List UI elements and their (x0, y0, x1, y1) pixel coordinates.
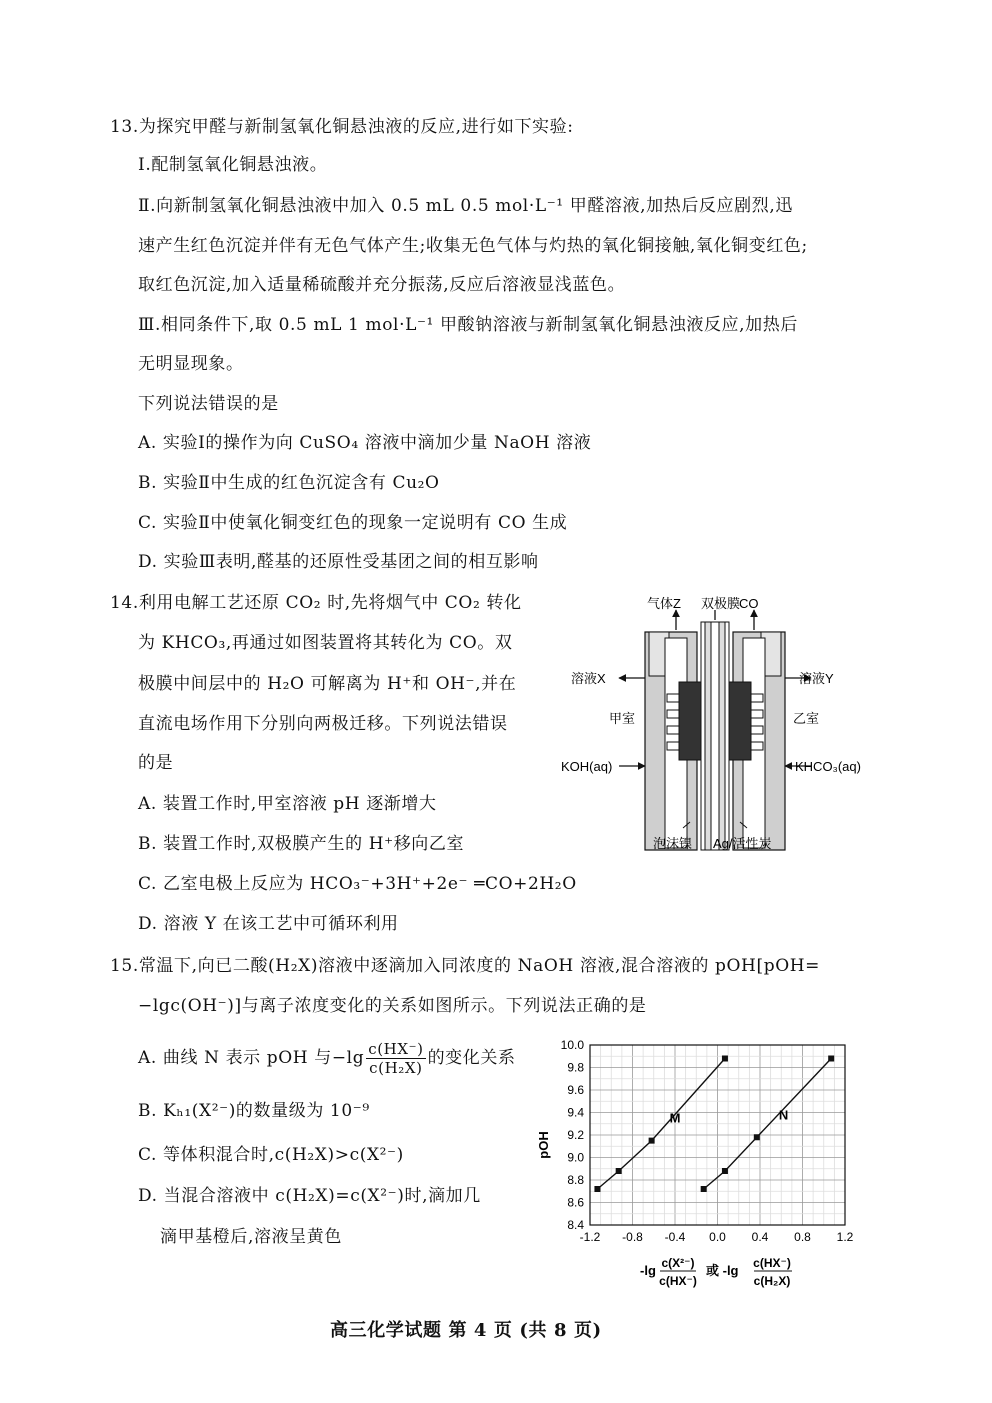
x-tick-label: -0.4 (664, 1230, 686, 1244)
data-point-M (616, 1168, 622, 1174)
data-point-M (722, 1056, 728, 1062)
q13-step2-line1: Ⅱ.向新制氢氧化铜悬浊液中加入 0.5 mL 0.5 mol·L⁻¹ 甲醛溶液,加热后反应剧烈,迅 (138, 196, 793, 216)
q13-option-d: D. 实验Ⅲ表明,醛基的还原性受基团之间的相互影响 (138, 552, 539, 572)
label-co: CO (739, 596, 759, 611)
q14-stem-line4: 直流电场作用下分别向两极迁移。下列说法错误 (138, 714, 508, 734)
q15-stem-line1: 15.常温下,向已二酸(H₂X)溶液中逐滴加入同浓度的 NaOH 溶液,混合溶液的 pOH[pOH= (110, 956, 820, 976)
x-tick-label: 0.4 (751, 1230, 769, 1244)
q14-option-a: A. 装置工作时,甲室溶液 pH 逐渐增大 (138, 794, 437, 814)
q14-option-b: B. 装置工作时,双极膜产生的 H⁺移向乙室 (138, 834, 465, 854)
data-point-M (594, 1186, 600, 1192)
y-tick-label: 8.4 (567, 1218, 584, 1232)
q15-option-d-line2: 滴甲基橙后,溶液呈黄色 (160, 1227, 343, 1247)
label-ag-carbon: Ag/活性炭 (713, 836, 772, 851)
q13-option-c: C. 实验Ⅱ中使氧化铜变红色的现象一定说明有 CO 生成 (138, 513, 568, 533)
y-tick-label: 8.6 (567, 1195, 584, 1210)
y-tick-label: 9.2 (567, 1128, 584, 1142)
q13-step3-line1: Ⅲ.相同条件下,取 0.5 mL 1 mol·L⁻¹ 甲酸钠溶液与新制氢氧化铜悬浊液反应,加热后 (138, 315, 798, 335)
q15-option-a: A. 曲线 N 表示 pOH 与−lg $\frac{c(HX^-)}{\text{c(H₂X)}}$ 的变化关系 (138, 1040, 516, 1077)
label-solution-y: 溶液Y (799, 671, 834, 686)
x-axis-label-or: 或 -lg (706, 1263, 739, 1278)
q13-step2-line2: 速产生红色沉淀并伴有无色气体产生;收集无色气体与灼热的氧化铜接触,氧化铜变红色; (138, 236, 808, 256)
q15-option-c: C. 等体积混合时,c(H₂X)>c(X²⁻) (138, 1145, 404, 1165)
series-label-N: N (778, 1107, 789, 1123)
label-foam-nickel: 泡沫镍 (653, 836, 693, 851)
q14-stem-line1: 14.利用电解工艺还原 CO₂ 时,先将烟气中 CO₂ 转化 (110, 593, 522, 613)
poh-chart (530, 1035, 870, 1305)
q15-stem-line2: −lgc(OH⁻)]与离子浓度变化的关系如图所示。下列说法正确的是 (138, 996, 647, 1016)
y-tick-label: 8.8 (567, 1173, 584, 1187)
x-axis-label-prefix: -lg (640, 1263, 656, 1278)
y-axis-label: pOH (536, 1131, 551, 1159)
q14-option-d: D. 溶液 Y 在该工艺中可循环利用 (138, 914, 399, 934)
x-tick-label: 0.8 (794, 1230, 811, 1244)
electrolysis-diagram (555, 590, 875, 860)
x-tick-label: -1.2 (579, 1230, 601, 1244)
x-axis-frac2-num: c(HX⁻) (753, 1256, 791, 1270)
q14-stem-line3: 极膜中间层中的 H₂O 可解离为 H⁺和 OH⁻,并在 (138, 674, 517, 694)
label-solution-x: 溶液X (571, 671, 606, 686)
label-room-a: 甲室 (609, 711, 636, 726)
q13-step2-line3: 取红色沉淀,加入适量稀硫酸并充分振荡,反应后溶液显浅蓝色。 (138, 275, 626, 295)
q15-option-d-line1: D. 当混合溶液中 c(H₂X)=c(X²⁻)时,滴加几 (138, 1186, 481, 1206)
q14-stem-line2: 为 KHCO₃,再通过如图装置将其转化为 CO。双 (138, 633, 513, 653)
chart-grid (590, 1045, 845, 1225)
x-axis-frac1-num: c(X²⁻) (661, 1256, 695, 1270)
series-label-M: M (669, 1110, 681, 1126)
x-tick-label: 0.0 (709, 1230, 726, 1244)
y-tick-label: 10.0 (560, 1038, 584, 1052)
q13-step3-line2: 无明显现象。 (138, 354, 244, 374)
data-point-N (701, 1186, 707, 1192)
data-point-N (754, 1134, 760, 1140)
x-axis-frac1-den: c(HX⁻) (659, 1274, 697, 1288)
y-tick-label: 9.4 (567, 1105, 584, 1120)
x-axis-frac2-den: c(H₂X) (753, 1274, 791, 1288)
page-footer: 高三化学试题 第 4 页 (共 8 页) (330, 1320, 602, 1341)
y-tick-label: 9.8 (567, 1060, 584, 1075)
label-room-b: 乙室 (793, 711, 820, 726)
y-tick-label: 9.0 (567, 1150, 584, 1165)
label-koh: KOH(aq) (561, 759, 613, 774)
label-bipolar-membrane: 双极膜 (701, 596, 741, 611)
data-point-M (649, 1138, 655, 1144)
q13-step1: Ⅰ.配制氢氧化铜悬浊液。 (138, 155, 328, 175)
label-khco3: KHCO₃(aq) (795, 759, 861, 774)
label-gas-z: 气体Z (647, 596, 681, 611)
q15-option-a-fraction: $\frac{c(HX^-)}{\text{c(H₂X)}}$ (368, 1040, 424, 1077)
q13-option-a: A. 实验Ⅰ的操作为向 CuSO₄ 溶液中滴加少量 NaOH 溶液 (138, 433, 592, 453)
data-point-N (828, 1056, 834, 1062)
q13-option-b: B. 实验Ⅱ中生成的红色沉淀含有 Cu₂O (138, 473, 440, 493)
data-point-N (722, 1168, 728, 1174)
x-tick-label: 1.2 (836, 1230, 854, 1244)
q13-stem: 13.为探究甲醛与新制氢氧化铜悬浊液的反应,进行如下实验: (110, 117, 574, 137)
q13-question: 下列说法错误的是 (138, 394, 279, 414)
q14-stem-line5: 的是 (138, 753, 174, 773)
y-tick-label: 9.6 (567, 1083, 584, 1097)
x-tick-label: -0.8 (622, 1230, 643, 1244)
q15-option-b: B. Kₕ₁(X²⁻)的数量级为 10⁻⁹ (138, 1101, 370, 1121)
q14-option-c: C. 乙室电极上反应为 HCO₃⁻+3H⁺+2e⁻ ═CO+2H₂O (138, 874, 577, 894)
